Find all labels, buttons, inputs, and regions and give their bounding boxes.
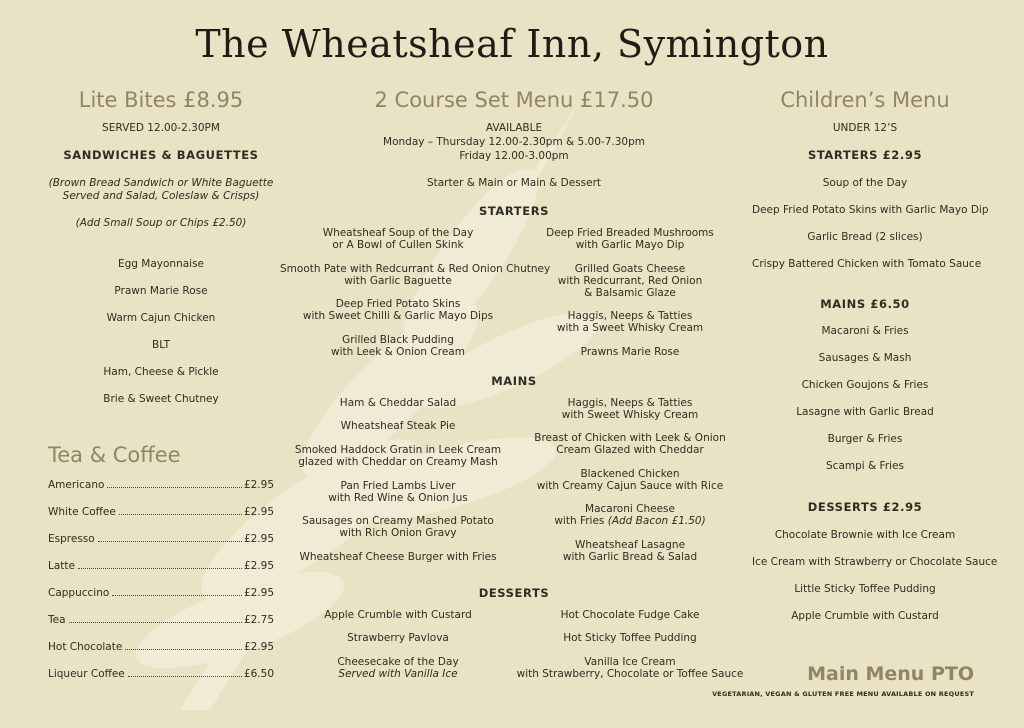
starter-item: Wheatsheaf Soup of the Day or A Bowl of Cullen Skink bbox=[322, 227, 474, 251]
childrens-main-item: Chicken Goujons & Fries bbox=[801, 379, 929, 391]
childrens-starters-heading: STARTERS £2.95 bbox=[807, 148, 923, 162]
lite-bites-item: Warm Cajun Chicken bbox=[106, 312, 216, 324]
tea-item bbox=[48, 478, 274, 492]
main-item: Wheatsheaf Steak Pie bbox=[340, 420, 456, 432]
tea-item-name: Espresso bbox=[48, 533, 95, 545]
tea-item-price: £2.75 bbox=[243, 614, 274, 626]
childrens-starter-item: Deep Fried Potato Skins with Garlic Mayo Dip bbox=[752, 204, 989, 216]
childrens-dessert-item: Chocolate Brownie with Ice Cream bbox=[774, 529, 956, 541]
starters-heading: STARTERS bbox=[478, 204, 550, 218]
leader-dots bbox=[78, 559, 242, 569]
starter-item: Deep Fried Breaded Mushrooms with Garlic Mayo Dip bbox=[546, 227, 714, 251]
dessert-item: Cheesecake of the Day Served with Vanilla Ice bbox=[337, 656, 459, 680]
leader-dots bbox=[125, 640, 242, 650]
tea-item-name: Latte bbox=[48, 560, 75, 572]
set-menu-hours: Monday – Thursday 12.00-2.30pm & 5.00-7.30pm bbox=[383, 136, 645, 148]
leader-dots bbox=[107, 478, 242, 488]
lite-bites-item: Egg Mayonnaise bbox=[117, 258, 205, 270]
set-menu-available: AVAILABLE bbox=[485, 122, 543, 134]
tea-item bbox=[48, 586, 274, 600]
tea-item-name: Hot Chocolate bbox=[48, 641, 123, 653]
lite-bites-item: Ham, Cheese & Pickle bbox=[103, 366, 219, 378]
tea-item-name: Liqueur Coffee bbox=[48, 668, 125, 680]
childrens-mains-heading: MAINS £6.50 bbox=[820, 297, 910, 311]
tea-item-price: £2.95 bbox=[243, 533, 274, 545]
starter-item: Deep Fried Potato Skins with Sweet Chilli & Garlic Mayo Dips bbox=[302, 298, 494, 322]
childrens-dessert-item: Ice Cream with Strawberry or Chocolate Sauce bbox=[752, 556, 998, 568]
lite-bites-item: Prawn Marie Rose bbox=[114, 285, 208, 297]
sandwiches-heading: SANDWICHES & BAGUETTES bbox=[63, 148, 259, 162]
childrens-main-item: Sausages & Mash bbox=[818, 352, 912, 364]
dessert-item: Hot Sticky Toffee Pudding bbox=[563, 632, 697, 644]
lite-bites-note-line1: (Brown Bread Sandwich or White Baguette bbox=[48, 177, 274, 189]
starter-item: Grilled Goats Cheese with Redcurrant, Red Onion & Balsamic Glaze bbox=[557, 263, 703, 299]
starter-item: Smooth Pate with Redcurrant & Red Onion Chutney with Garlic Baguette bbox=[280, 263, 551, 287]
tea-item-name: Americano bbox=[48, 479, 105, 491]
dessert-item: Hot Chocolate Fudge Cake bbox=[560, 609, 700, 621]
tea-item bbox=[48, 613, 274, 627]
childrens-dessert-item: Apple Crumble with Custard bbox=[791, 610, 939, 622]
tea-item-name: Cappuccino bbox=[48, 587, 110, 599]
childrens-age: UNDER 12’S bbox=[832, 122, 898, 134]
tea-item-price: £2.95 bbox=[243, 479, 274, 491]
tea-coffee-heading: Tea & Coffee bbox=[48, 443, 181, 467]
dessert-item: Vanilla Ice Cream with Strawberry, Chocolate or Toffee Sauce bbox=[516, 656, 744, 680]
tea-item-price: £2.95 bbox=[243, 587, 274, 599]
dietary-note: VEGETARIAN, VEGAN & GLUTEN FREE MENU AVAILABLE ON REQUEST bbox=[712, 690, 974, 698]
leader-dots bbox=[69, 613, 242, 623]
tea-item bbox=[48, 532, 274, 546]
main-item: Wheatsheaf Lasagne with Garlic Bread & Salad bbox=[562, 539, 698, 563]
childrens-menu-heading: Children’s Menu bbox=[780, 88, 950, 112]
tea-item-name: Tea bbox=[48, 614, 66, 626]
lite-bites-item: Brie & Sweet Chutney bbox=[103, 393, 219, 405]
leader-dots bbox=[119, 505, 242, 515]
tea-item bbox=[48, 505, 274, 519]
dessert-item: Apple Crumble with Custard bbox=[324, 609, 472, 621]
main-menu-pto: Main Menu PTO bbox=[807, 663, 974, 685]
childrens-desserts-heading: DESSERTS £2.95 bbox=[807, 500, 923, 514]
tea-item bbox=[48, 640, 274, 654]
lite-bites-heading: Lite Bites £8.95 bbox=[78, 88, 244, 112]
main-item: Smoked Haddock Gratin in Leek Cream glazed with Cheddar on Creamy Mash bbox=[294, 444, 502, 468]
childrens-starter-item: Garlic Bread (2 slices) bbox=[807, 231, 923, 243]
set-menu-hours-friday: Friday 12.00-3.00pm bbox=[459, 150, 569, 162]
leader-dots bbox=[128, 667, 242, 677]
main-item: Haggis, Neeps & Tatties with Sweet Whisky Cream bbox=[561, 397, 699, 421]
menu-title: The Wheatsheaf Inn, Symington bbox=[195, 22, 829, 66]
main-item: Blackened Chicken with Creamy Cajun Sauce with Rice bbox=[536, 468, 724, 492]
leader-dots bbox=[112, 586, 242, 596]
tea-item-price: £2.95 bbox=[243, 560, 274, 572]
childrens-main-item: Burger & Fries bbox=[827, 433, 903, 445]
childrens-main-item: Lasagne with Garlic Bread bbox=[796, 406, 934, 418]
tea-item-price: £2.95 bbox=[243, 641, 274, 653]
dessert-item: Strawberry Pavlova bbox=[347, 632, 449, 644]
desserts-heading: DESSERTS bbox=[478, 586, 550, 600]
tea-item bbox=[48, 667, 274, 681]
starter-item: Grilled Black Pudding with Leek & Onion Cream bbox=[331, 334, 465, 358]
lite-bites-item: BLT bbox=[151, 339, 171, 351]
lite-bites-add-note: (Add Small Soup or Chips £2.50) bbox=[75, 217, 247, 229]
lite-bites-served: SERVED 12.00-2.30PM bbox=[102, 122, 220, 134]
leader-dots bbox=[98, 532, 242, 542]
set-menu-heading: 2 Course Set Menu £17.50 bbox=[374, 88, 654, 112]
tea-item bbox=[48, 559, 274, 573]
main-item: Macaroni Cheese with Fries (Add Bacon £1.50) bbox=[554, 503, 706, 527]
tea-item-name: White Coffee bbox=[48, 506, 116, 518]
main-item: Sausages on Creamy Mashed Potato with Rich Onion Gravy bbox=[302, 515, 494, 539]
mains-heading: MAINS bbox=[491, 374, 537, 388]
childrens-main-item: Scampi & Fries bbox=[826, 460, 904, 472]
starter-item: Prawns Marie Rose bbox=[580, 346, 680, 358]
main-item: Breast of Chicken with Leek & Onion Cream Glazed with Cheddar bbox=[534, 432, 726, 456]
childrens-dessert-item: Little Sticky Toffee Pudding bbox=[794, 583, 936, 595]
main-item: Ham & Cheddar Salad bbox=[339, 397, 457, 409]
lite-bites-note-line2: Served and Salad, Coleslaw & Crisps) bbox=[62, 190, 260, 202]
main-item: Pan Fried Lambs Liver with Red Wine & Onion Jus bbox=[328, 480, 468, 504]
set-menu-combo: Starter & Main or Main & Dessert bbox=[426, 177, 602, 189]
main-item: Wheatsheaf Cheese Burger with Fries bbox=[299, 551, 497, 563]
childrens-starter-item: Soup of the Day bbox=[822, 177, 908, 189]
starter-item: Haggis, Neeps & Tatties with a Sweet Whisky Cream bbox=[556, 310, 704, 334]
tea-item-price: £6.50 bbox=[243, 668, 274, 680]
tea-item-price: £2.95 bbox=[243, 506, 274, 518]
childrens-starter-item: Crispy Battered Chicken with Tomato Sauce bbox=[752, 258, 982, 270]
childrens-main-item: Macaroni & Fries bbox=[821, 325, 909, 337]
